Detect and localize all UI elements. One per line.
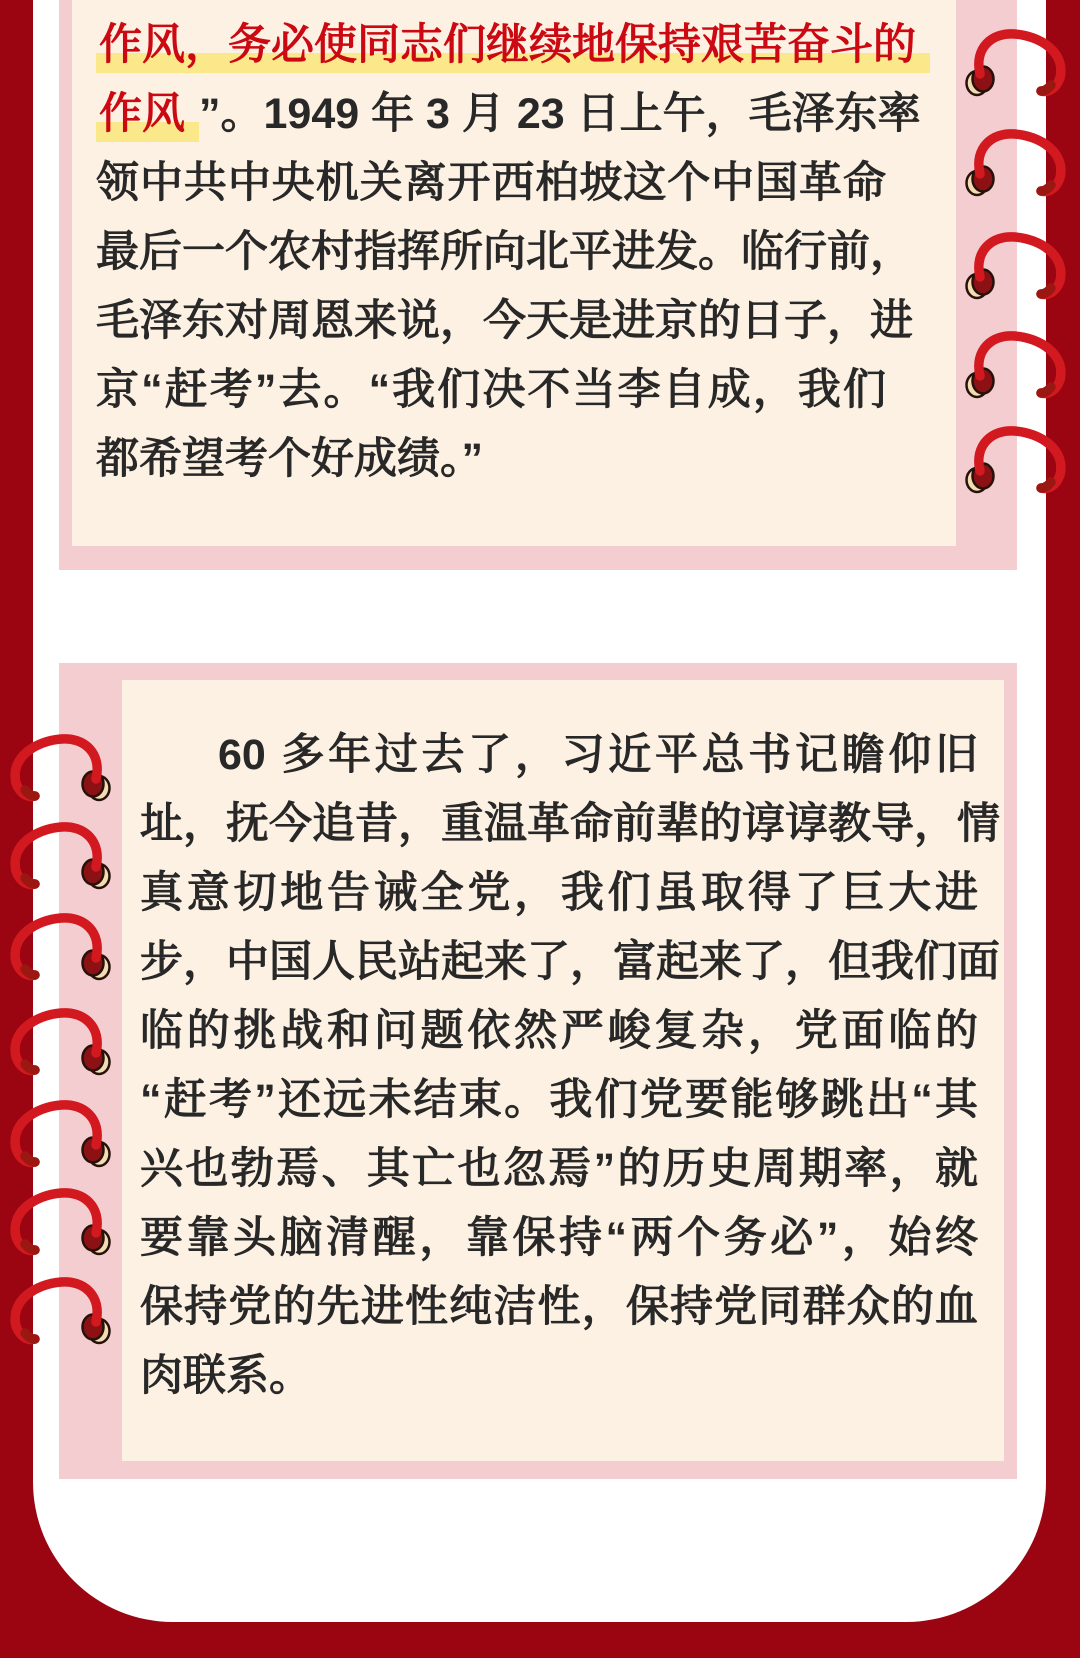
text-line <box>96 287 913 356</box>
highlighted-text: 作风 <box>96 90 199 142</box>
text-segment: 要靠头脑清醒，靠保持“两个务必”，始终 <box>140 1214 978 1262</box>
text-line <box>96 149 886 218</box>
text-line <box>96 425 886 494</box>
paragraph-mao-quote <box>96 11 921 494</box>
text-line <box>140 721 978 790</box>
text-segment: 真意切地告诫全党，我们虽取得了巨大进 <box>140 869 978 917</box>
binder-ring-icon <box>960 122 1080 202</box>
binder-ring-icon <box>960 22 1080 102</box>
binder-ring-icon <box>0 1001 116 1081</box>
text-line <box>140 928 1000 997</box>
text-segment: 京“赶考”去。“我们决不当李自成，我们 <box>96 366 886 414</box>
binder-ring-icon <box>0 727 116 807</box>
binder-ring-icon <box>960 324 1080 404</box>
text-segment: 址，抚今追昔，重温革命前辈的谆谆教导，情 <box>140 800 1000 848</box>
text-segment: 都希望考个好成绩。” <box>96 435 483 483</box>
highlighted-text: 作风，务必使同志们继续地保持艰苦奋斗的 <box>96 21 930 73</box>
text-line <box>140 859 978 928</box>
text-line <box>96 218 913 287</box>
text-segment: 毛泽东对周恩来说，今天是进京的日子，进 <box>96 297 913 345</box>
text-segment: 领中共中央机关离开西柏坡这个中国革命 <box>96 159 886 207</box>
text-segment: 最后一个农村指挥所向北平进发。临行前， <box>96 228 913 276</box>
text-segment: 兴也勃焉、其亡也忽焉”的历史周期率，就 <box>140 1145 978 1193</box>
text-line <box>96 11 916 80</box>
text-line <box>140 1066 978 1135</box>
paragraph-xi-commentary <box>140 721 1000 1411</box>
text-segment: 60 多年过去了，习近平总书记瞻仰旧 <box>218 731 978 779</box>
binder-ring-icon <box>0 815 116 895</box>
binder-ring-icon <box>960 225 1080 305</box>
text-line <box>140 1204 978 1273</box>
text-line <box>96 80 921 149</box>
binder-ring-icon <box>0 906 116 986</box>
text-segment: “赶考”还远未结束。我们党要能够跳出“其 <box>140 1076 978 1124</box>
text-line <box>140 1273 978 1342</box>
text-segment: 步，中国人民站起来了，富起来了，但我们面 <box>140 938 1000 986</box>
text-segment: 临的挑战和问题依然严峻复杂，党面临的 <box>140 1007 978 1055</box>
text-line <box>140 790 1000 859</box>
text-segment: 肉联系。 <box>140 1352 312 1400</box>
binder-ring-icon <box>0 1181 116 1261</box>
text-line <box>140 1135 978 1204</box>
binder-ring-icon <box>960 419 1080 499</box>
binder-ring-icon <box>0 1270 116 1350</box>
text-segment: ”。1949 年 3 月 23 日上午，毛泽东率 <box>199 90 921 138</box>
binder-ring-icon <box>0 1093 116 1173</box>
text-line <box>96 356 886 425</box>
text-segment: 保持党的先进性纯洁性，保持党同群众的血 <box>140 1283 978 1331</box>
text-line <box>140 1342 978 1411</box>
text-line <box>140 997 978 1066</box>
